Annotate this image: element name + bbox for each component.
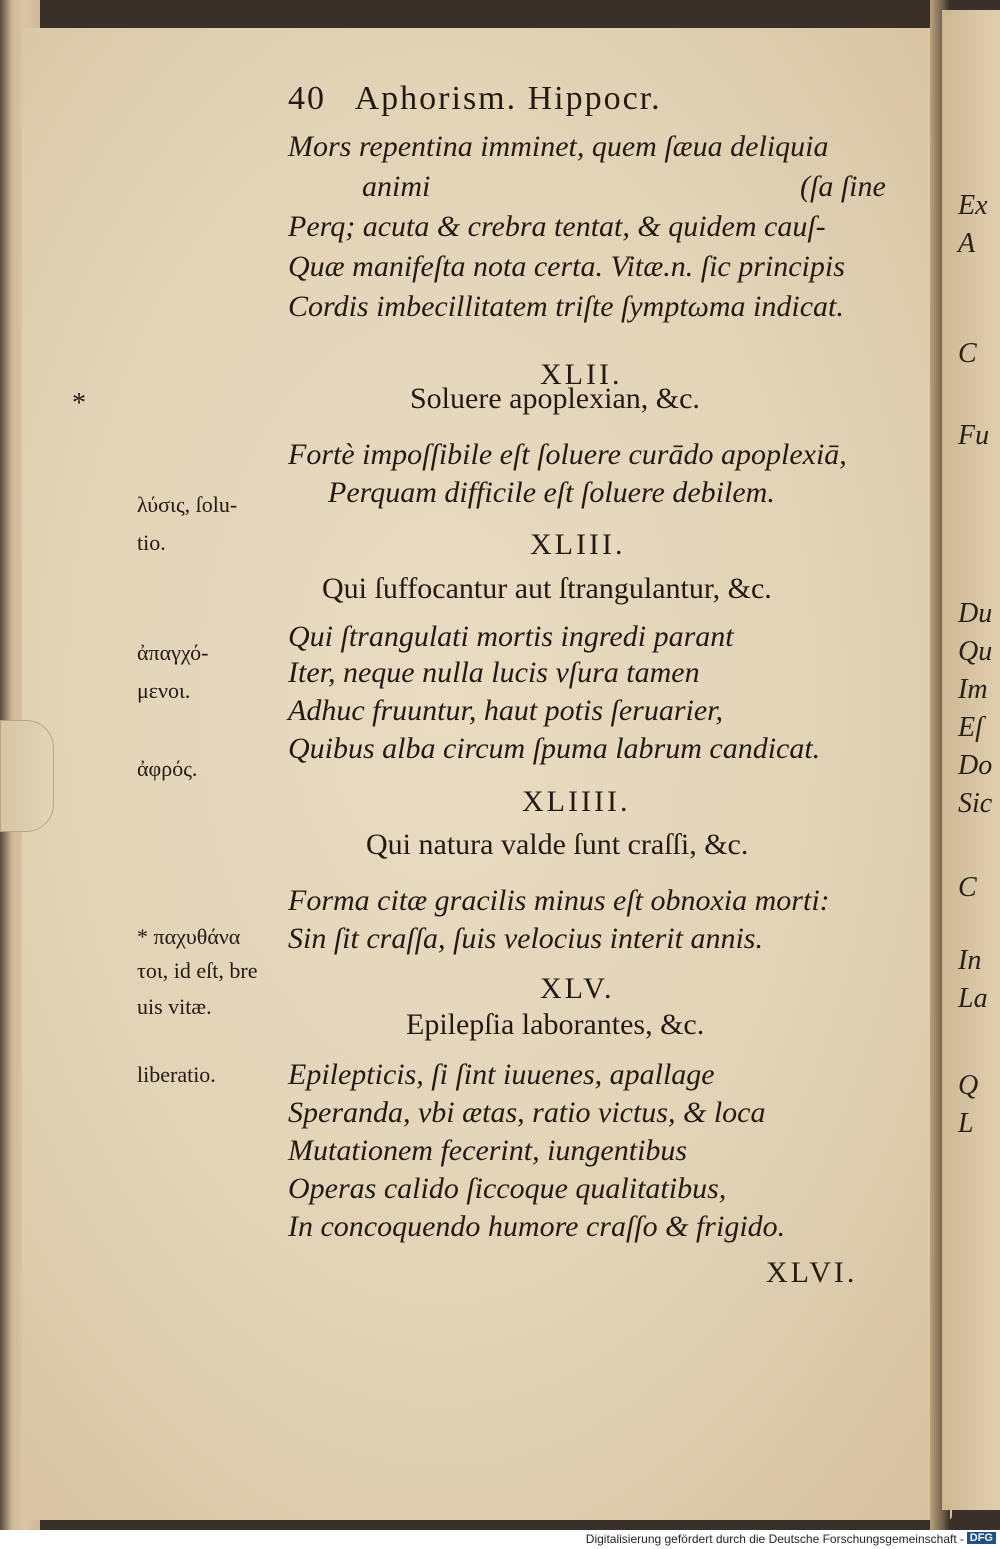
facing-page-fragment: A (958, 228, 976, 259)
facing-page-fragment: La (958, 983, 988, 1014)
facing-page-fragment: Ex (958, 190, 988, 221)
verse-line: Cordis imbecillitatem triſte ſymptωma indicat. (288, 290, 844, 323)
aphorism-subtitle: Epilepſia laborantes, &c. (406, 1008, 705, 1041)
verse-line: Sin ſit craſſa, ſuis velocius interit annis. (288, 922, 763, 955)
facing-page-fragment: In (958, 945, 982, 976)
funding-credit: Digitalisierung gefördert durch die Deutsche Forschungsgemeinschaft - (585, 1532, 964, 1546)
verse-line: Perq; acuta & crebra tentat, & quidem cauſ- (288, 210, 826, 243)
page-clip-tab (0, 720, 54, 832)
verse-line: Speranda, vbi ætas, ratio victus, & loca (288, 1096, 766, 1129)
margin-note: uis vitæ. (137, 994, 212, 1019)
verse-line: Qui ſtrangulati mortis ingredi parant (288, 620, 734, 653)
facing-page-fragment: Du (958, 598, 993, 629)
verse-line: animi (362, 170, 431, 203)
margin-note: λύσις, ſolu- (137, 492, 238, 517)
aphorism-subtitle: Qui ſuffocantur aut ſtrangulantur, &c. (322, 572, 772, 605)
margin-note: ἀπαγχό- (137, 640, 209, 665)
facing-page-fragment: L (958, 1108, 974, 1139)
facing-page-fragment: C (958, 338, 977, 369)
verse-line: Iter, neque nulla lucis vſura tamen (288, 656, 700, 689)
facing-page-fragment: Qu (958, 636, 993, 667)
dfg-logo: DFG (967, 1532, 996, 1544)
catchword: XLVI. (766, 1256, 858, 1289)
verse-line: Adhuc fruuntur, haut potis ſeruarier, (288, 694, 724, 727)
facing-page-fragment: C (958, 872, 977, 903)
verse-line: (ſa ſine (800, 170, 886, 203)
facing-page-fragment: Eſ (958, 712, 983, 743)
running-title: Aphorism. Hippocr. (354, 80, 662, 117)
facing-page-fragment: Im (958, 674, 988, 705)
verse-line: Fortè impoſſibile eſt ſoluere curādo apoplexiā, (288, 438, 847, 471)
aphorism-subtitle: Soluere apoplexian, &c. (410, 382, 700, 415)
margin-note: τοι, id eſt, bre (137, 958, 258, 983)
facing-page-fragment: Fu (958, 420, 990, 451)
footer-bar (0, 1530, 1000, 1549)
margin-note: tio. (137, 530, 166, 555)
margin-note: μενοι. (137, 678, 191, 703)
verse-line: In concoquendo humore craſſo & frigido. (288, 1210, 786, 1243)
facing-page-fragment: Sic (958, 788, 993, 819)
margin-note: * παχυθάνα (137, 924, 241, 949)
verse-line: Epilepticis, ſi ſint iuuenes, apallage (288, 1058, 715, 1091)
verse-line: Perquam difficile eſt ſoluere debilem. (328, 476, 775, 509)
facing-page-fragment: Q (958, 1070, 979, 1101)
facing-page-fragment: Do (958, 750, 993, 781)
margin-note: liberatio. (137, 1062, 216, 1087)
aphorism-numeral: XLII. (540, 358, 623, 391)
aphorism-numeral: XLV. (540, 972, 615, 1005)
verse-line: Mutationem fecerint, iungentibus (288, 1134, 688, 1167)
verse-line: Mors repentina imminet, quem ſæua deliquia (288, 130, 829, 163)
aphorism-numeral: XLIII. (530, 528, 626, 561)
aphorism-numeral: XLIIII. (522, 785, 631, 818)
running-header (288, 80, 662, 118)
verse-line: Quibus alba circum ſpuma labrum candicat. (288, 732, 821, 765)
page-number: 40 (288, 80, 326, 117)
verse-line: Quæ manifeſta nota certa. Vitæ.n. ſic principis (288, 250, 845, 283)
verse-line: Operas calido ſiccoque qualitatibus, (288, 1172, 727, 1205)
verse-line: Forma citæ gracilis minus eſt obnoxia morti: (288, 884, 830, 917)
margin-note: ἀφρός. (137, 756, 198, 781)
asterisk-mark: * (72, 388, 86, 419)
aphorism-subtitle: Qui natura valde ſunt craſſi, &c. (366, 828, 749, 861)
